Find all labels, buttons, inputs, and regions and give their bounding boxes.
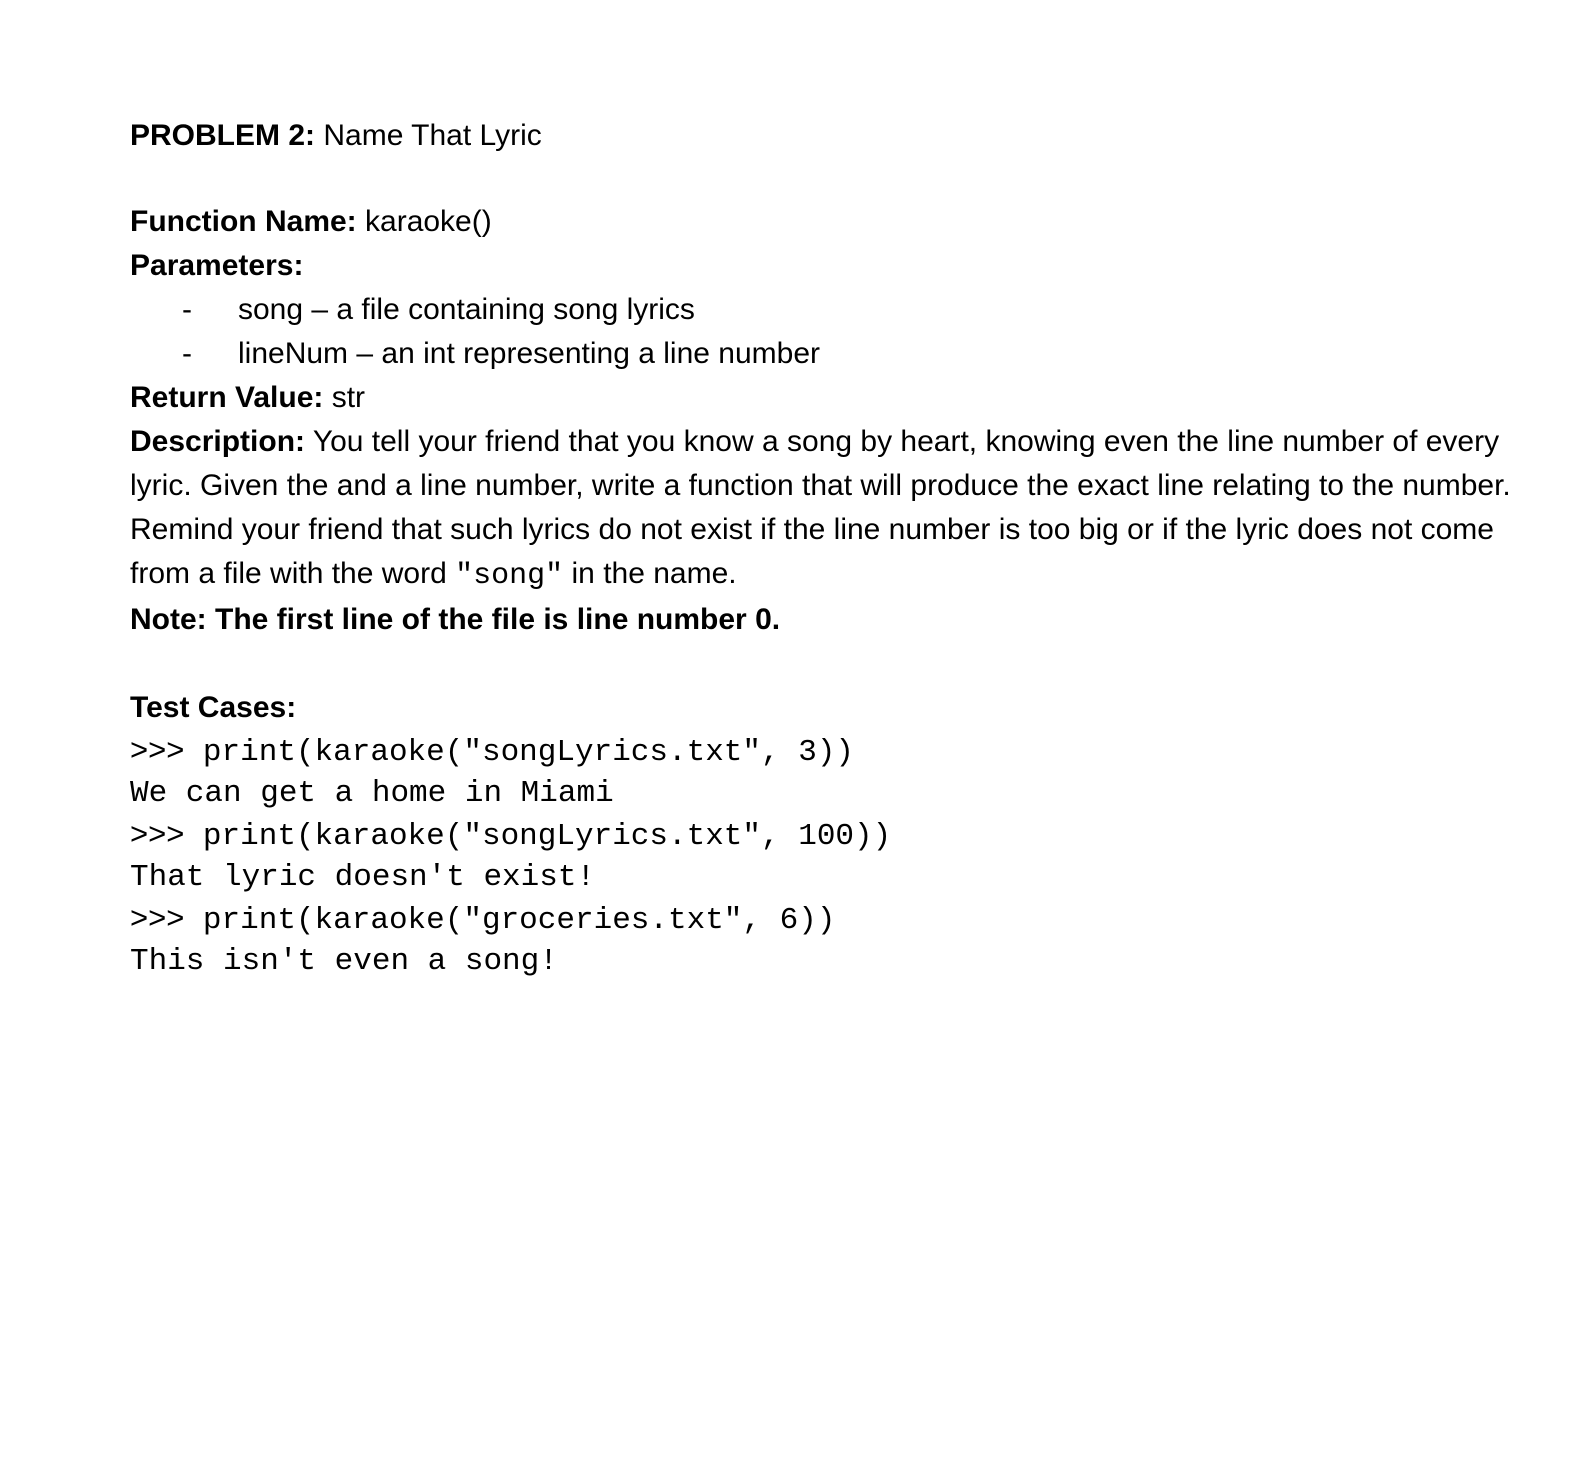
test-case-output: That lyric doesn't exist! (130, 859, 596, 895)
description-paragraph (130, 420, 1528, 598)
function-name-label: Function Name: (130, 205, 357, 238)
repl-prompt: >>> (130, 900, 185, 935)
parameter-text: lineNum – an int representing a line number (238, 337, 820, 370)
test-case-output: This isn't even a song! (130, 943, 558, 979)
code-call: print(karaoke("songLyrics.txt", 100)) (202, 819, 892, 854)
description-text: You tell your friend that you know a song by heart, knowing even the line number of every lyric. Given the and a line number, write a function that will produce the exact line relating to the number. Remind your friend that such lyrics do not exist if the line number is too big or if the lyric does not come from a file with the word (130, 425, 1511, 590)
parameter-text: song – a file containing song lyrics (238, 293, 695, 326)
return-value-row (130, 376, 1550, 420)
description-code-word: "song" (455, 559, 564, 593)
test-case-output: We can get a home in Miami (130, 775, 614, 811)
repl-prompt: >>> (130, 816, 185, 851)
code-call: print(karaoke("groceries.txt", 6)) (202, 903, 836, 938)
code-call: print(karaoke("songLyrics.txt", 3)) (202, 735, 855, 770)
repl-prompt: >>> (130, 732, 185, 767)
function-name-row (130, 200, 1550, 244)
bullet-dash: - (182, 293, 192, 326)
bullet-dash: - (182, 337, 192, 370)
parameter-item (130, 288, 1550, 332)
test-cases-label: Test Cases: (130, 691, 297, 724)
test-case-call (130, 814, 1550, 858)
description-text-end: in the name. (571, 557, 737, 590)
note-text: Note: The first line of the file is line number 0. (130, 603, 781, 636)
description-label: Description: (130, 425, 306, 458)
return-value-label: Return Value: (130, 381, 324, 414)
parameter-item (130, 332, 1550, 376)
problem-document (130, 114, 1550, 982)
problem-title (130, 114, 1550, 158)
test-case-call (130, 730, 1550, 774)
function-name-value: karaoke() (365, 205, 492, 238)
return-value-type: str (331, 381, 366, 414)
problem-title-text: Name That Lyric (323, 119, 542, 152)
parameters-label: Parameters: (130, 249, 304, 282)
problem-title-label: PROBLEM 2: (130, 119, 316, 152)
test-case-call (130, 898, 1550, 942)
